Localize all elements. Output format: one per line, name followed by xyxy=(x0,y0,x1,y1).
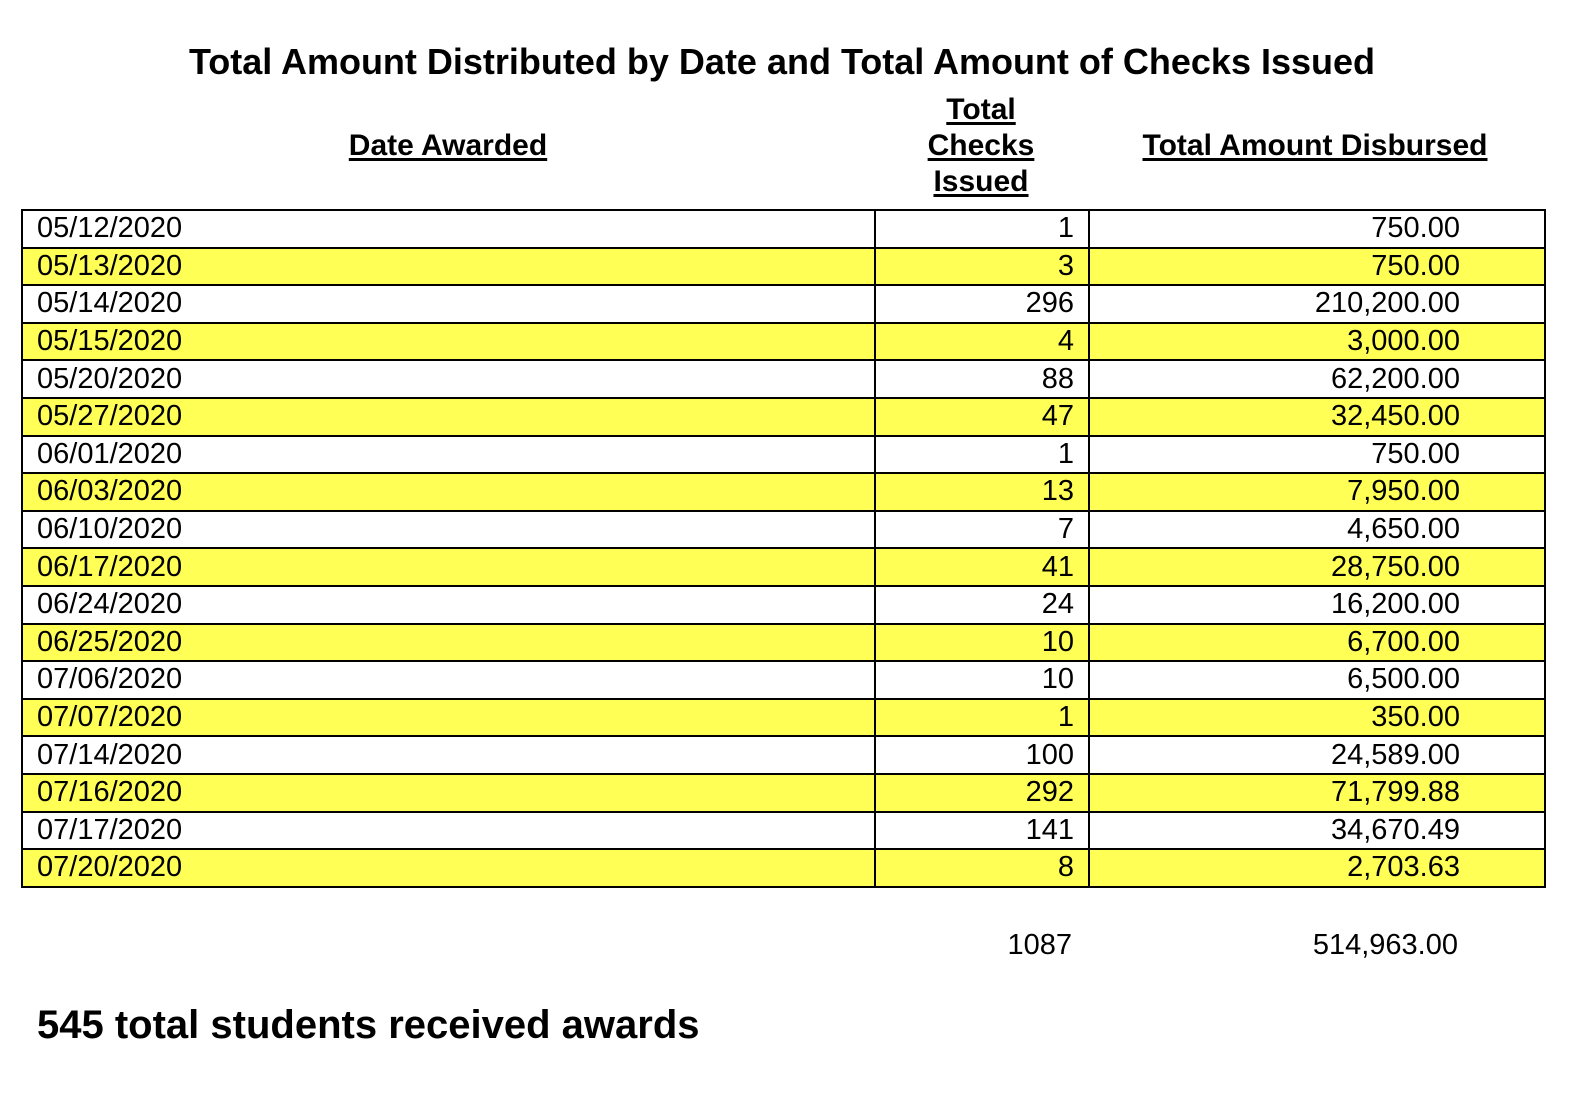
disbursement-table-body xyxy=(22,210,1545,887)
date-cell: 07/14/2020 xyxy=(22,736,875,774)
checks-cell: 1 xyxy=(875,210,1089,248)
disbursement-table xyxy=(21,209,1546,888)
table-row xyxy=(22,624,1545,662)
date-cell: 06/03/2020 xyxy=(22,473,875,511)
table-row xyxy=(22,699,1545,737)
date-cell: 05/27/2020 xyxy=(22,398,875,436)
date-cell: 05/20/2020 xyxy=(22,360,875,398)
checks-cell: 1 xyxy=(875,699,1089,737)
date-cell: 05/13/2020 xyxy=(22,248,875,286)
checks-cell: 10 xyxy=(875,624,1089,662)
amount-cell: 750.00 xyxy=(1089,248,1545,286)
checks-cell: 24 xyxy=(875,586,1089,624)
checks-cell: 41 xyxy=(875,548,1089,586)
table-row xyxy=(22,248,1545,286)
table-row xyxy=(22,548,1545,586)
table-row xyxy=(22,849,1545,887)
total-amount-value: 514,963.00 xyxy=(1312,929,1458,961)
date-cell: 07/06/2020 xyxy=(22,661,875,699)
amount-cell: 24,589.00 xyxy=(1089,736,1545,774)
table-row xyxy=(22,398,1545,436)
amount-cell: 2,703.63 xyxy=(1089,849,1545,887)
header-total-checks-issued xyxy=(874,92,1088,200)
amount-cell: 7,950.00 xyxy=(1089,473,1545,511)
amount-cell: 750.00 xyxy=(1089,210,1545,248)
header-checks-line-2: Checks xyxy=(927,129,1035,162)
header-checks-line-3: Issued xyxy=(933,165,1029,198)
table-row xyxy=(22,323,1545,361)
table-row xyxy=(22,360,1545,398)
checks-cell: 296 xyxy=(875,285,1089,323)
amount-cell: 6,500.00 xyxy=(1089,661,1545,699)
header-checks-line-1: Total xyxy=(946,93,1016,126)
table-row xyxy=(22,473,1545,511)
date-cell: 07/07/2020 xyxy=(22,699,875,737)
amount-cell: 4,650.00 xyxy=(1089,511,1545,549)
amount-cell: 34,670.49 xyxy=(1089,812,1545,850)
date-cell: 06/10/2020 xyxy=(22,511,875,549)
total-checks-value: 1087 xyxy=(1007,929,1072,961)
checks-cell: 141 xyxy=(875,812,1089,850)
amount-cell: 350.00 xyxy=(1089,699,1545,737)
checks-cell: 47 xyxy=(875,398,1089,436)
amount-cell: 28,750.00 xyxy=(1089,548,1545,586)
checks-cell: 10 xyxy=(875,661,1089,699)
amount-cell: 71,799.88 xyxy=(1089,774,1545,812)
table-row xyxy=(22,661,1545,699)
amount-cell: 62,200.00 xyxy=(1089,360,1545,398)
report-title: Total Amount Distributed by Date and Total Amount of Checks Issued xyxy=(188,41,1376,82)
date-cell: 07/20/2020 xyxy=(22,849,875,887)
date-cell: 07/16/2020 xyxy=(22,774,875,812)
date-cell: 06/17/2020 xyxy=(22,548,875,586)
table-row xyxy=(22,285,1545,323)
checks-cell: 3 xyxy=(875,248,1089,286)
checks-cell: 7 xyxy=(875,511,1089,549)
date-cell: 05/12/2020 xyxy=(22,210,875,248)
table-row xyxy=(22,736,1545,774)
checks-cell: 88 xyxy=(875,360,1089,398)
amount-cell: 16,200.00 xyxy=(1089,586,1545,624)
checks-cell: 13 xyxy=(875,473,1089,511)
checks-cell: 292 xyxy=(875,774,1089,812)
amount-cell: 210,200.00 xyxy=(1089,285,1545,323)
date-cell: 06/01/2020 xyxy=(22,436,875,474)
table-row xyxy=(22,774,1545,812)
amount-cell: 6,700.00 xyxy=(1089,624,1545,662)
checks-cell: 100 xyxy=(875,736,1089,774)
table-row xyxy=(22,436,1545,474)
date-cell: 07/17/2020 xyxy=(22,812,875,850)
table-row xyxy=(22,210,1545,248)
checks-cell: 1 xyxy=(875,436,1089,474)
table-row xyxy=(22,511,1545,549)
checks-cell: 4 xyxy=(875,323,1089,361)
header-date-awarded: Date Awarded xyxy=(348,129,548,162)
date-cell: 05/14/2020 xyxy=(22,285,875,323)
header-total-amount-disbursed: Total Amount Disbursed xyxy=(1142,129,1488,162)
table-row xyxy=(22,812,1545,850)
date-cell: 06/24/2020 xyxy=(22,586,875,624)
date-cell: 05/15/2020 xyxy=(22,323,875,361)
amount-cell: 32,450.00 xyxy=(1089,398,1545,436)
amount-cell: 3,000.00 xyxy=(1089,323,1545,361)
amount-cell: 750.00 xyxy=(1089,436,1545,474)
checks-cell: 8 xyxy=(875,849,1089,887)
date-cell: 06/25/2020 xyxy=(22,624,875,662)
table-row xyxy=(22,586,1545,624)
students-summary: 545 total students received awards xyxy=(37,1003,700,1047)
